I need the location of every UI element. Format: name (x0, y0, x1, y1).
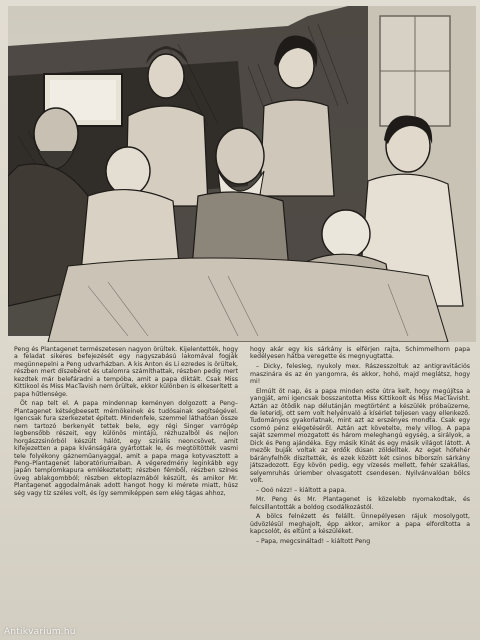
paragraph: Elmúlt öt nap, és a papa minden este útra kelt, hogy megújítsa a yangját, ami igencsak bosszantotta Miss Kittikoolt és Miss MacTavisht. Aztán az ötödik nap délutánján megtörtént a készülék próbaüzeme, de leteridj, ott sem volt helyénvaló a kísérlet teljesen vagy ellenkező. Tudományos gyakorlatnak, mint azt az erszényes mondta. Csak egy csomó pénz elégetéséről. Aztán azt követelte, mely villog. A papa saját szemmel mozgatott és három meleghangú egység, a sirályok, a Dick és Peng ajándéka. Egy másik Kínát és egy másik világot látott. A mezők buják voltak az erdők dúsan zöldelltek. Az eget hófehér bárányfelhők díszítették, és ezek között két csinos bíborszín sárkány játszadozott. Egy kövön pedig, egy vízesés mellett, fehér szakállas, selyemruhás úriember olvasgatott csendesen. Nyilvánvalóan bölcs volt. (250, 387, 470, 485)
watermark-text: Antikvarium.hu (4, 627, 76, 637)
paragraph: – Ooó nézz! – kiáltott a papa. (256, 486, 347, 494)
paragraph: Öt nap telt el. A papa mindennap keményen dolgozott a Peng–Plantagenet kétségbeesett mérnökeinek és tudósainak segítségével. Igencsak fura szerkezetet épített. Mindenfele, szemmel láthatóan össze nem tartozó berkenyét tettek bele, egy régi Singer varrógép legbensőbb részeit, egy különös mintájú, rézhuzalból és nejlon horgászzsinórból készült hálót, egy szirális neoncsövet, amit kifejezetten a papa kívánságára gyártottak le, és megtöltötték vasmi tele folyékony gázneműanyaggal, amit a papa maga kotyvasztott a Peng–Plantagenet laboratóriumaiban. A végeredmény leginkább egy japán templomkapura emlékeztetett; részben fémből, részben színes üveg ablakgombból; részben ektoplazmából készült, és amikor Mr. Plantagenet aggodalmának adott hangot hogy ki mérete miatt, húsz ség vagy tíz széles volt, és így semmiképpen sem elég tágas ahhoz, (14, 400, 238, 497)
illustration-drawing (8, 6, 476, 342)
paragraph: Peng és Plantagenet természetesen nagyon örültek. Kijelentették, hogy a feladat sikeres befejezését egy nagyszabású lakomával fogják megünnepelni a Peng udvarházban. A kis Anton és Li ezredes is örültek, részben mert díszebéret és utalomra számíthattak, részben pedig mert kezdtek már belefáradni a tempóba, amit a papa diktált. Csak Miss Kittikool és Miss MacTavish nem örültek, ekkor különben is elkeserített a papa hűtlensége. (14, 346, 238, 398)
text-column-left (14, 346, 238, 499)
paragraph: A bölcs felnézett és felállt. Ünnepélyesen rájuk mosolygott, üdvözlésül meghajolt, épp akkor, amikor a papa elfordította a kapcsolót, és eltűnt a készüléket. (250, 513, 470, 536)
paragraph: hogy akár egy kis sárkány is elférjen rajta, Schimmelhorn papa kedélyesen hátba veregette és megnyugtatta. (250, 346, 470, 361)
text-column-right (250, 346, 470, 548)
paragraph: Mr. Peng és Mr. Plantagenet is közelebb nyomakodtak, és felcsillantották a boldog csodálkozástól. (250, 496, 470, 511)
paragraph: – Dicky, felesleg, nyukoly mex. Rászesszoltuk az antigravitációs maszinára és az én yangomra, és akkor, hohó, majd meglátsz, hogy mi! (250, 363, 470, 385)
paragraph: – Papa, megcsináltad! – kiáltott Peng (256, 538, 371, 545)
ink-illustration (8, 6, 476, 342)
